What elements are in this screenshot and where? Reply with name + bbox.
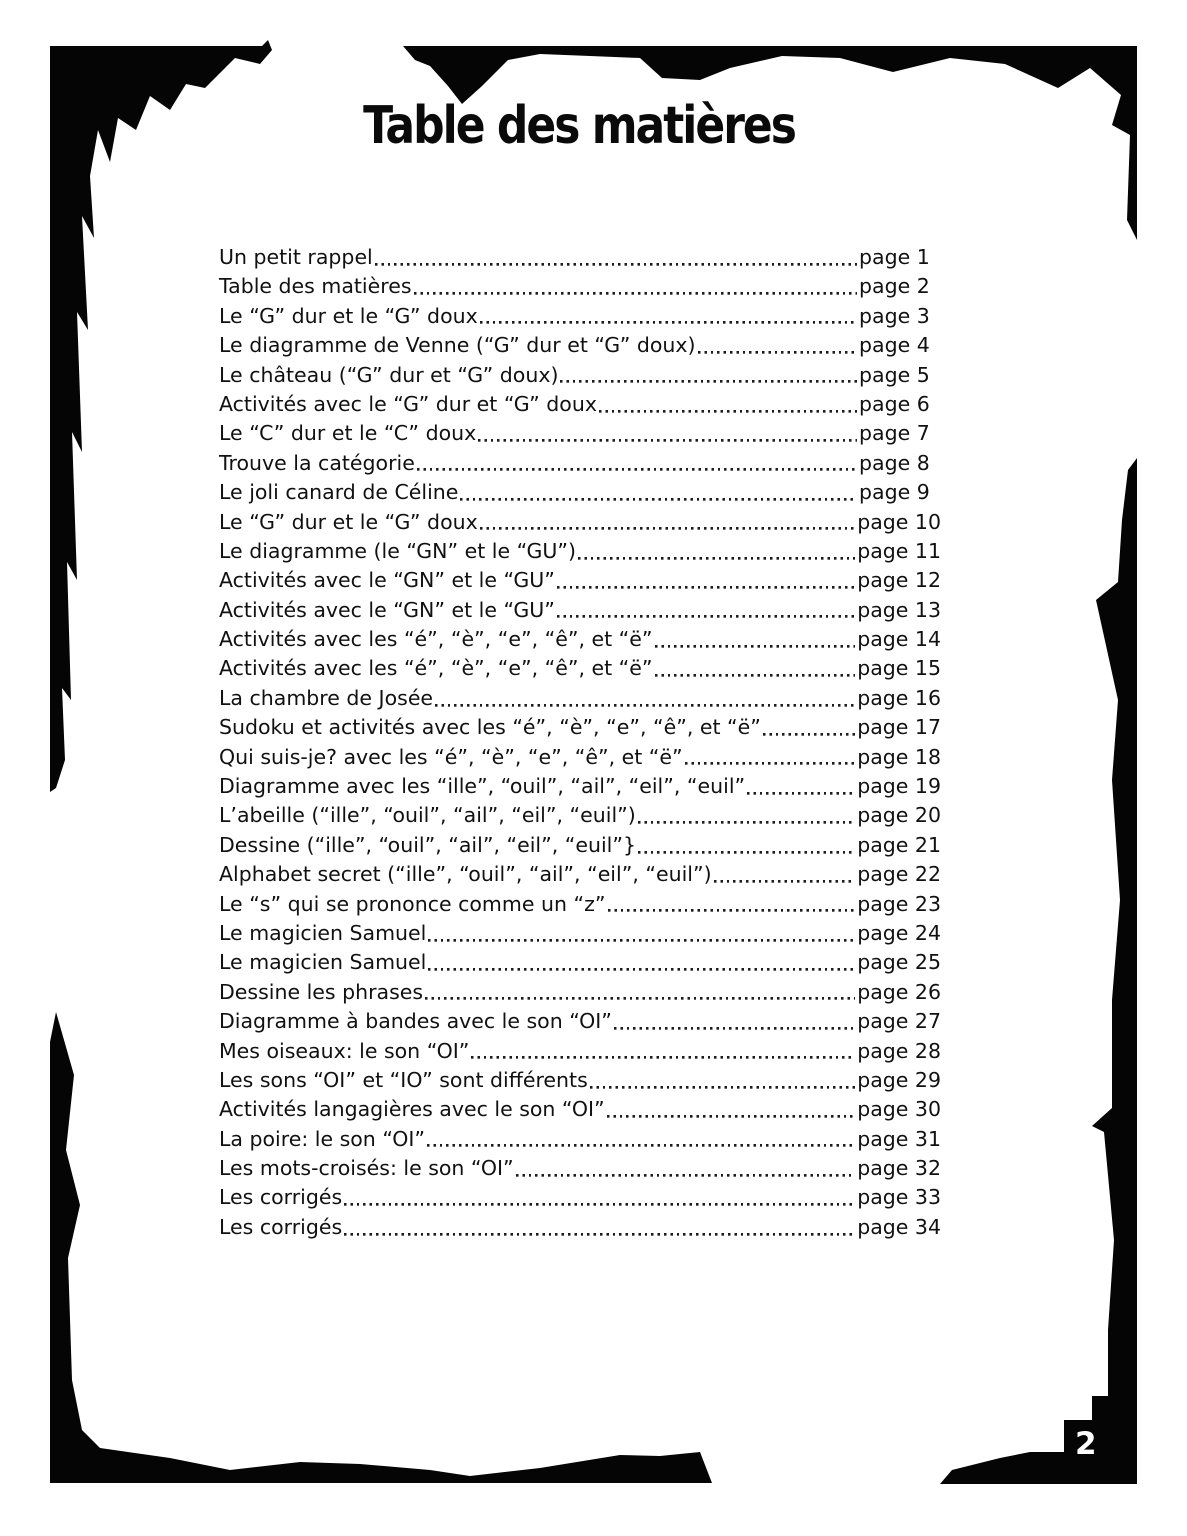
toc-entry-title: Activités avec le “G” dur et “G” doux	[219, 391, 597, 416]
toc-row	[219, 772, 941, 801]
toc-dots-leader	[655, 625, 856, 654]
toc-row	[219, 1213, 941, 1242]
toc-entry-title: Les mots-croisés: le son “OI”	[219, 1156, 514, 1181]
toc-entry-title: Le magicien Samuel	[219, 920, 427, 945]
toc-entry-title: Trouve la catégorie	[219, 450, 415, 475]
toc-dots-leader	[607, 1095, 856, 1124]
toc-page-ref: page 16	[857, 685, 941, 710]
toc-entry-title: Dessine (“ille”, “ouil”, “ail”, “eil”, “euil”}	[219, 832, 637, 857]
toc-page-ref: page 3	[859, 303, 930, 328]
toc-row	[219, 860, 941, 889]
toc-list	[219, 243, 941, 1242]
toc-dots-leader	[578, 537, 855, 566]
toc-dots-leader	[599, 390, 857, 419]
toc-entry-title: La chambre de Josée	[219, 685, 434, 710]
toc-entry-title: Les sons “OI” et “IO” sont différents	[219, 1067, 588, 1092]
toc-dots-leader	[560, 361, 857, 390]
toc-page-ref: page 8	[859, 450, 930, 475]
toc-page-ref: page 6	[859, 391, 930, 416]
toc-dots-leader	[375, 243, 857, 272]
toc-page-ref: page 14	[857, 627, 941, 652]
page-title: Table des matières	[363, 96, 795, 157]
toc-row	[219, 390, 941, 419]
toc-dots-leader	[590, 1066, 855, 1095]
toc-dots-leader	[425, 978, 855, 1007]
toc-entry-title: Les corrigés	[219, 1214, 343, 1239]
toc-entry-title: Le diagramme de Venne (“G” dur et “G” doux)	[219, 333, 696, 358]
toc-row	[219, 801, 941, 830]
toc-page-ref: page 34	[857, 1214, 941, 1239]
toc-page-ref: page 23	[857, 891, 941, 916]
toc-row	[219, 243, 941, 272]
toc-dots-leader	[417, 449, 857, 478]
toc-page-ref: page 21	[857, 832, 941, 857]
toc-dots-leader	[608, 890, 856, 919]
toc-row	[219, 449, 941, 478]
toc-page-ref: page 32	[857, 1156, 941, 1181]
toc-page-ref: page 24	[857, 920, 941, 945]
toc-row	[219, 272, 941, 301]
toc-entry-title: Activités avec le “GN” et le “GU”	[219, 597, 555, 622]
toc-dots-leader	[480, 302, 857, 331]
toc-entry-title: Un petit rappel	[219, 244, 373, 269]
toc-page-ref: page 11	[857, 538, 941, 563]
toc-row	[219, 1007, 941, 1036]
toc-entry-title: Sudoku et activités avec les “é”, “è”, “e”, “ê”, et “ë”	[219, 715, 761, 740]
toc-entry-title: Diagramme à bandes avec le son “OI”	[219, 1009, 612, 1034]
toc-row	[219, 1095, 941, 1124]
toc-dots-leader	[557, 596, 855, 625]
toc-page-ref: page 20	[857, 803, 941, 828]
toc-entry-title: Table des matières	[219, 274, 412, 299]
toc-row	[219, 890, 941, 919]
toc-dots-leader	[428, 948, 855, 977]
toc-dots-leader	[428, 919, 855, 948]
toc-row	[219, 302, 941, 331]
toc-row	[219, 419, 941, 448]
toc-dots-leader	[557, 566, 855, 595]
toc-page-ref: page 9	[859, 480, 930, 505]
toc-page-ref: page 2	[859, 274, 930, 299]
toc-page-ref: page 33	[857, 1185, 941, 1210]
toc-dots-leader	[344, 1213, 855, 1242]
toc-dots-leader	[614, 1007, 855, 1036]
toc-entry-title: Alphabet secret (“ille”, “ouil”, “ail”, “eil”, “euil”)	[219, 862, 712, 887]
toc-dots-leader	[471, 1037, 855, 1066]
toc-row	[219, 361, 941, 390]
toc-page-ref: page 26	[857, 979, 941, 1004]
toc-row	[219, 919, 941, 948]
toc-entry-title: Le joli canard de Céline	[219, 480, 459, 505]
toc-page-ref: page 25	[857, 950, 941, 975]
toc-entry-title: Dessine les phrases	[219, 979, 424, 1004]
toc-row	[219, 713, 941, 742]
toc-dots-leader	[516, 1154, 856, 1183]
toc-row	[219, 1154, 941, 1183]
toc-row	[219, 478, 941, 507]
toc-dots-leader	[698, 331, 857, 360]
toc-dots-leader	[344, 1184, 855, 1213]
toc-page-ref: page 18	[857, 744, 941, 769]
toc-page-ref: page 10	[857, 509, 941, 534]
toc-row	[219, 1066, 941, 1095]
toc-entry-title: Les corrigés	[219, 1185, 343, 1210]
toc-page-ref: page 28	[857, 1038, 941, 1063]
toc-row	[219, 1184, 941, 1213]
toc-dots-leader	[638, 801, 855, 830]
toc-page-ref: page 12	[857, 568, 941, 593]
toc-dots-leader	[747, 772, 855, 801]
toc-dots-leader	[714, 860, 856, 889]
toc-dots-leader	[414, 272, 858, 301]
toc-dots-leader	[478, 419, 857, 448]
toc-entry-title: Le diagramme (le “GN” et le “GU”)	[219, 538, 576, 563]
toc-row	[219, 948, 941, 977]
toc-entry-title: L’abeille (“ille”, “ouil”, “ail”, “eil”, “euil”)	[219, 803, 636, 828]
toc-entry-title: La poire: le son “OI”	[219, 1126, 426, 1151]
toc-entry-title: Diagramme avec les “ille”, “ouil”, “ail”, “eil”, “euil”	[219, 774, 746, 799]
toc-dots-leader	[460, 478, 857, 507]
toc-row	[219, 743, 941, 772]
toc-page-ref: page 29	[857, 1067, 941, 1092]
toc-entry-title: Le “C” dur et le “C” doux	[219, 421, 477, 446]
toc-entry-title: Le “s” qui se prononce comme un “z”	[219, 891, 606, 916]
toc-row	[219, 684, 941, 713]
toc-row	[219, 654, 941, 683]
toc-page-ref: page 15	[857, 656, 941, 681]
toc-page-ref: page 13	[857, 597, 941, 622]
toc-page-ref: page 22	[857, 862, 941, 887]
toc-entry-title: Le magicien Samuel	[219, 950, 427, 975]
frame-bottom-right-segment	[940, 458, 1137, 1484]
toc-dots-leader	[480, 508, 855, 537]
toc-page-ref: page 7	[859, 421, 930, 446]
toc-dots-leader	[655, 654, 856, 683]
toc-entry-title: Activités avec les “é”, “è”, “e”, “ê”, et “ë”	[219, 627, 653, 652]
toc-row	[219, 537, 941, 566]
toc-dots-leader	[435, 684, 855, 713]
toc-dots-leader	[763, 713, 855, 742]
toc-row	[219, 978, 941, 1007]
toc-row	[219, 596, 941, 625]
page-number: 2	[1075, 1426, 1097, 1462]
toc-entry-title: Activités langagières avec le son “OI”	[219, 1097, 605, 1122]
toc-entry-title: Qui suis-je? avec les “é”, “è”, “e”, “ê”, et “ë”	[219, 744, 683, 769]
toc-page-ref: page 1	[859, 244, 930, 269]
toc-row	[219, 1125, 941, 1154]
toc-dots-leader	[685, 743, 856, 772]
toc-row	[219, 566, 941, 595]
toc-page-ref: page 27	[857, 1009, 941, 1034]
toc-entry-title: Le “G” dur et le “G” doux	[219, 303, 478, 328]
toc-row	[219, 508, 941, 537]
toc-page-ref: page 17	[857, 715, 941, 740]
toc-entry-title: Activités avec le “GN” et le “GU”	[219, 568, 555, 593]
toc-page-ref: page 5	[859, 362, 930, 387]
toc-row	[219, 1037, 941, 1066]
toc-dots-leader	[427, 1125, 855, 1154]
toc-entry-title: Activités avec les “é”, “è”, “e”, “ê”, et “ë”	[219, 656, 653, 681]
toc-page-ref: page 19	[857, 774, 941, 799]
toc-row	[219, 331, 941, 360]
toc-dots-leader	[638, 831, 855, 860]
toc-entry-title: Le château (“G” dur et “G” doux)	[219, 362, 559, 387]
toc-entry-title: Le “G” dur et le “G” doux	[219, 509, 478, 534]
toc-row	[219, 625, 941, 654]
toc-page-ref: page 4	[859, 333, 930, 358]
toc-page-ref: page 31	[857, 1126, 941, 1151]
toc-page-ref: page 30	[857, 1097, 941, 1122]
toc-row	[219, 831, 941, 860]
toc-entry-title: Mes oiseaux: le son “OI”	[219, 1038, 470, 1063]
